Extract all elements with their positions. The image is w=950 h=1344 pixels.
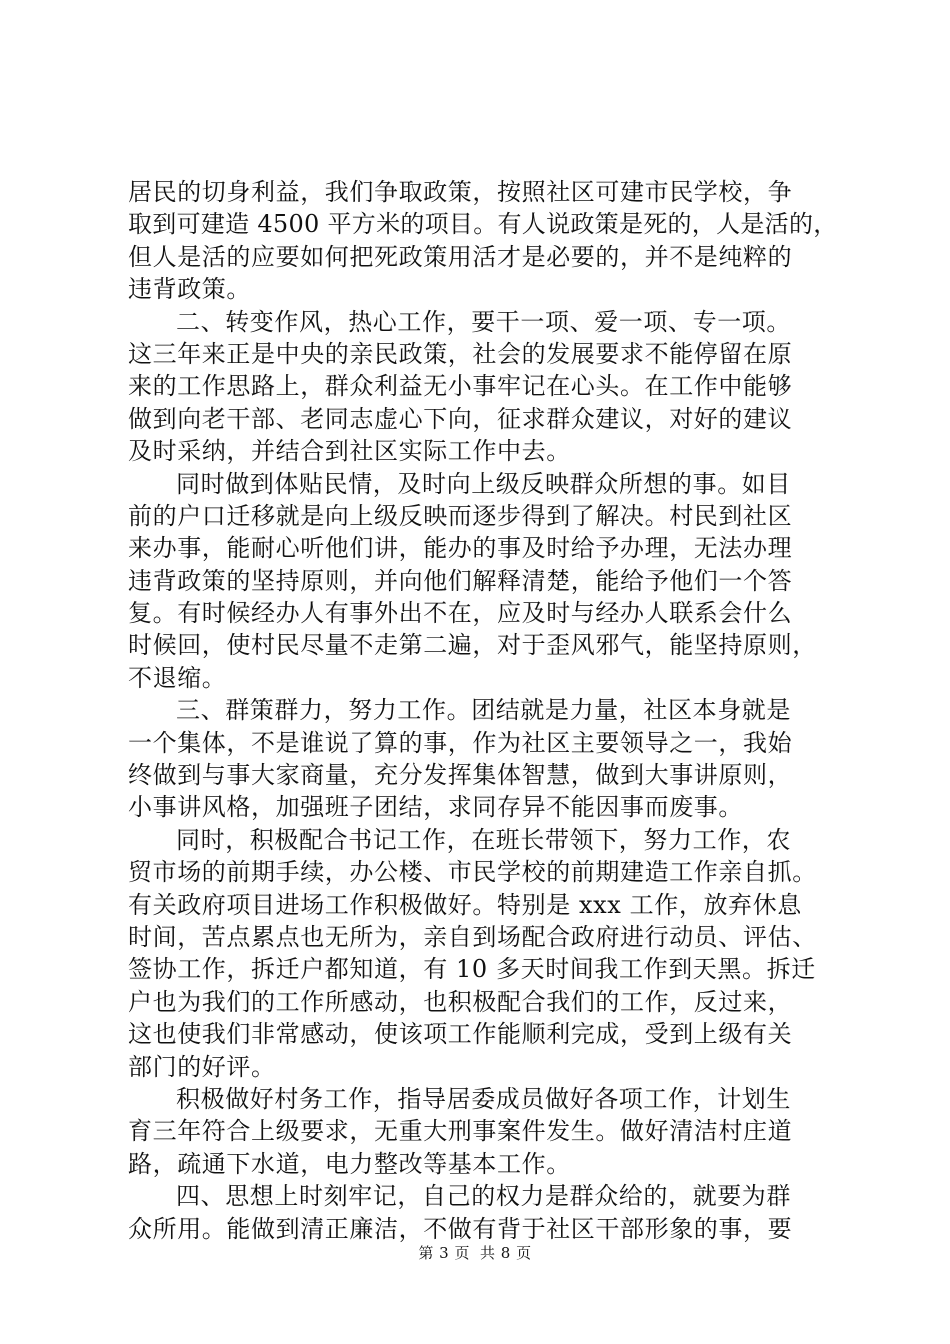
text-line: 时间，苦点累点也无所为，亲自到场配合政府进行动员、评估、: [128, 922, 817, 951]
text-line: 户也为我们的工作所感动，也积极配合我们的工作，反过来，: [128, 987, 793, 1016]
text-line: 同时做到体贴民情，及时向上级反映群众所想的事。如目: [176, 469, 791, 498]
document-body: [128, 176, 838, 1245]
page-total: 共 8 页: [480, 1244, 532, 1262]
text-line: 居民的切身利益，我们争取政策，按照社区可建市民学校，争: [128, 178, 793, 206]
text-line: 有关政府项目进场工作积极做好。特别是 xxx 工作，放弃休息: [128, 890, 802, 919]
text-line: 终做到与事大家商量，充分发挥集体智慧，做到大事讲原则，: [128, 761, 793, 790]
text-line: 复。有时候经办人有事外出不在，应及时与经办人联系会什么: [128, 599, 793, 628]
text-line: 众所用。能做到清正廉洁，不做有背于社区干部形象的事，要: [128, 1214, 793, 1243]
text-line: 时候回，使村民尽量不走第二遍，对于歪风邪气，能坚持原则，: [128, 631, 817, 660]
text-line: 育三年符合上级要求，无重大刑事案件发生。做好清洁村庄道: [128, 1117, 793, 1146]
text-line: 积极做好村务工作，指导居委成员做好各项工作，计划生: [176, 1084, 791, 1113]
text-line: 不退缩。: [128, 663, 227, 692]
text-line: 部门的好评。: [128, 1052, 276, 1081]
text-line: 贸市场的前期手续，办公楼、市民学校的前期建造工作亲自抓。: [128, 858, 817, 887]
text-line: 来的工作思路上，群众利益无小事牢记在心头。在工作中能够: [128, 372, 793, 401]
text-line: 取到可建造 4500 平方米的项目。有人说政策是死的，人是活的，: [128, 210, 838, 239]
text-line: 签协工作，拆迁户都知道，有 10 多天时间我工作到天黑。拆迁: [128, 955, 816, 984]
text-line: 路，疏通下水道，电力整改等基本工作。: [128, 1149, 571, 1178]
text-line: 违背政策。: [128, 275, 251, 304]
text-line: 同时，积极配合书记工作，在班长带领下，努力工作，农: [176, 825, 791, 854]
text-line: 这也使我们非常感动，使该项工作能顺利完成，受到上级有关: [128, 1020, 793, 1049]
text-line: 前的户口迁移就是向上级反映而逐步得到了解决。村民到社区: [128, 501, 793, 530]
text-line: 二、转变作风，热心工作，要干一项、爱一项、专一项。: [176, 307, 791, 336]
page-footer: [0, 1243, 950, 1263]
text-line: 来办事，能耐心听他们讲，能办的事及时给予办理，无法办理: [128, 534, 793, 563]
text-line: 但人是活的应要如何把死政策用活才是必要的，并不是纯粹的: [128, 242, 793, 271]
text-line: 及时采纳，并结合到社区实际工作中去。: [128, 437, 571, 466]
text-line: 小事讲风格，加强班子团结，求同存异不能因事而废事。: [128, 793, 743, 822]
text-line: 四、思想上时刻牢记，自己的权力是群众给的，就要为群: [176, 1182, 791, 1211]
text-line: 这三年来正是中央的亲民政策，社会的发展要求不能停留在原: [128, 339, 793, 368]
text-line: 三、群策群力，努力工作。团结就是力量，社区本身就是: [176, 696, 791, 725]
page-number: 第 3 页: [418, 1244, 470, 1262]
text-line: 做到向老干部、老同志虚心下向，征求群众建议，对好的建议: [128, 404, 793, 433]
text-line: 违背政策的坚持原则，并向他们解释清楚，能给予他们一个答: [128, 566, 793, 595]
text-line: 一个集体，不是谁说了算的事，作为社区主要领导之一，我始: [128, 728, 793, 757]
